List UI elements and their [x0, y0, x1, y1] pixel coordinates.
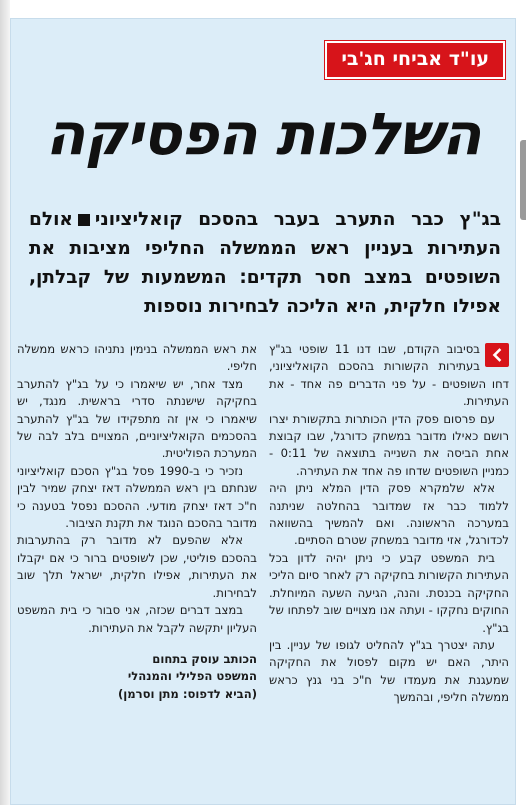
paragraph: מצד אחר, יש שיאמרו כי על בג"ץ להתערב בחקיקה שישנתה סדרי בראשית. מנגד, יש שיאמרו כי אין זה מתפקידו של בג"ץ להתערב בהסכמים הקואליציוניים, המצויים בלב לבה של המערכת הפוליטית. — [17, 376, 257, 461]
paragraph: עם פרסום פסק הדין הכותרות בתקשורת יצרו רושם כאילו מדובר במשחק כדורגל, שבו קבוצת אחת הביסה את השנייה בתוצאה של 0:11 - כמניין השופטים שדחו פה אחד את העתירה. — [269, 411, 509, 478]
square-bullet-icon — [78, 214, 90, 226]
byline: עו"ד אביחי חג'בי — [325, 41, 505, 79]
paragraph: אלא שהפעם לא מדובר רק בהתערבות בהסכם פוליטי, שכן לשופטים ברור כי אם יקבלו את העתירות, אפילו חלקית, ישראל תלך שוב לבחירות. — [17, 533, 257, 600]
article-clipping — [10, 18, 516, 805]
subhead-part1: בג"ץ כבר התערב בעבר בהסכם קואליציוני — [94, 209, 501, 230]
author-note-line1: הכותב עוסק בתחום — [152, 651, 257, 666]
chevron-left-icon — [485, 343, 509, 367]
column-left — [17, 341, 257, 796]
scrollbar[interactable] — [520, 140, 526, 220]
page-edge — [0, 0, 10, 805]
paragraph: במצב דברים שכזה, אני סבור כי בית המשפט העליון יתקשה לקבל את העתירות. — [17, 603, 257, 635]
byline-box — [325, 41, 505, 79]
author-note-line2: המשפט הפלילי והמנהלי — [127, 669, 257, 684]
paragraph: בית המשפט קבע כי ניתן יהיה לדון בכל העתירות הקשורות בחקיקה רק לאחר סיום הליכי החקיקה בכנסת. והנה, הגיעה השעה המיוחלת. החוקים נחקקו - ועתה אנו מצויים שוב לפתחו של בג"ץ. — [269, 550, 509, 635]
paragraph: נזכיר כי ב-1990 פסל בג"ץ הסכם קואליציוני שנחתם בין ראש הממשלה דאז יצחק שמיר לבין ח"כ דאז יצחק מודעי. ההסכם נפסל בטענה כי מדובר בהסכם הנוגד את תקנת הציבור. — [17, 463, 257, 531]
paragraph: אלא שלמקרא פסק הדין המלא ניתן היה ללמוד כבר אז שמדובר בהחלטה שניתנה במערכה הראשונה. ואם להמשיך בהשוואה לכדורגל, אזי מדובר במשחק שטרם הסתיים. — [269, 481, 509, 548]
subhead-part2: אולם העתירות בעניין ראש הממשלה החליפי מציבות את השופטים במצב חסר תקדים: המשמעות של קבלתן, אפילו חלקית, היא הליכה לבחירות נוספות — [29, 209, 501, 317]
paragraph: את ראש הממשלה בנימין נתניהו כראש ממשלה חליפי. — [17, 342, 257, 374]
headline: השלכות הפסיקה — [45, 100, 481, 168]
paragraph: בסיבוב הקודם, שבו דנו 11 שופטי בג"ץ בעתירות הקשורות בהסכם הקואליציוני, דחו השופטים - על פני הדברים פה אחד - את העתירות. — [269, 342, 509, 409]
subheadline — [29, 205, 501, 321]
paragraph: עתה יצטרך בג"ץ להחליט לגופו של עניין. בין היתר, האם יש מקום לפסול את החקיקה שמעגנת את מעמדו של ח"כ בני גנץ כראש ממשלה חליפי, ובהמשך — [269, 637, 509, 705]
print-credit: (הביא לדפוס: מתן וסרמן) — [117, 686, 257, 701]
article-body — [17, 341, 509, 796]
column-right — [269, 341, 509, 796]
